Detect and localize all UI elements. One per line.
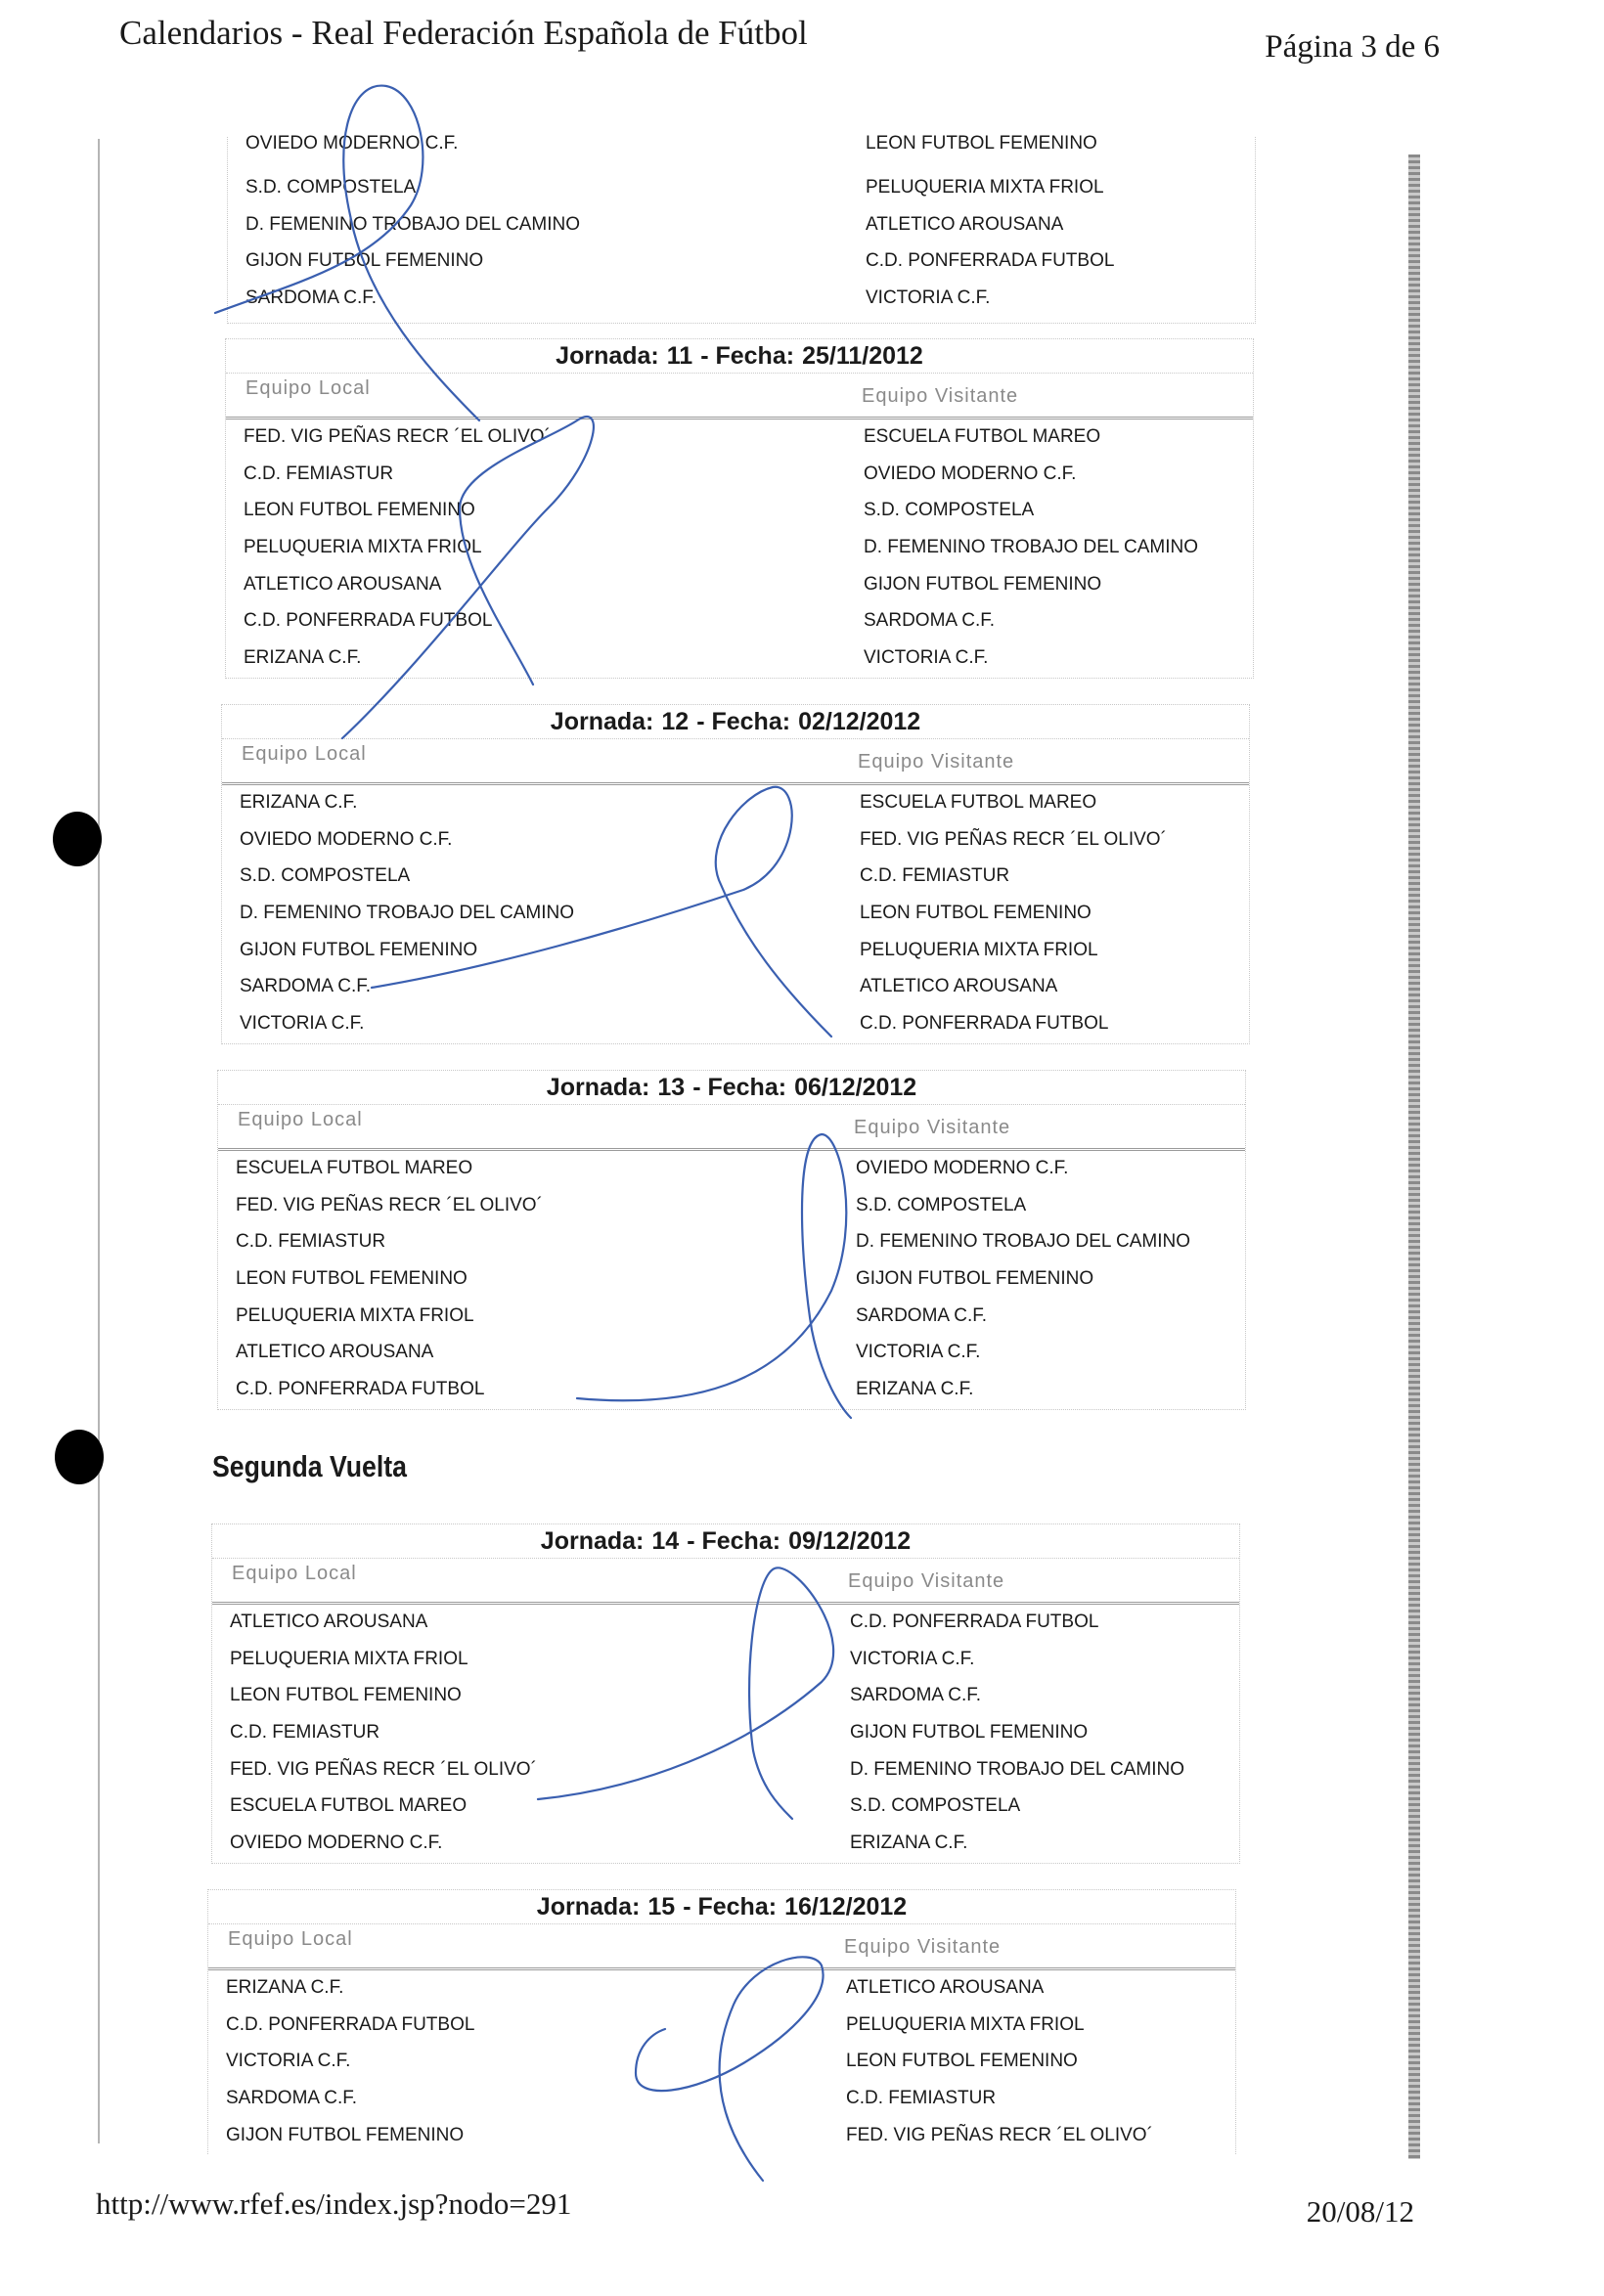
local-team: PELUQUERIA MIXTA FRIOL bbox=[236, 1304, 474, 1326]
visitor-header: Equipo Visitante bbox=[862, 385, 1019, 407]
visitor-team: PELUQUERIA MIXTA FRIOL bbox=[860, 939, 1098, 960]
local-team: LEON FUTBOL FEMENINO bbox=[230, 1685, 462, 1706]
visitor-header: Equipo Visitante bbox=[844, 1936, 1002, 1958]
local-team: C.D. FEMIASTUR bbox=[230, 1722, 380, 1744]
table-row bbox=[218, 1188, 1245, 1225]
local-team: D. FEMENINO TROBAJO DEL CAMINO bbox=[245, 213, 581, 235]
local-team: VICTORIA C.F. bbox=[226, 2051, 351, 2072]
visitor-header: Equipo Visitante bbox=[858, 751, 1015, 773]
table-row bbox=[228, 170, 1255, 207]
jornada-title: Jornada: 13 - Fecha: 06/12/2012 bbox=[218, 1071, 1245, 1105]
visitor-team: VICTORIA C.F. bbox=[864, 647, 989, 669]
table-row bbox=[226, 603, 1253, 640]
table-row bbox=[222, 1006, 1249, 1043]
visitor-team: PELUQUERIA MIXTA FRIOL bbox=[846, 2013, 1085, 2035]
footer-date: 20/08/12 bbox=[1306, 2194, 1414, 2229]
table-row bbox=[218, 1151, 1245, 1188]
local-team: ERIZANA C.F. bbox=[226, 1977, 344, 1998]
table-row bbox=[222, 859, 1249, 896]
table-row bbox=[222, 933, 1249, 970]
table-row bbox=[222, 822, 1249, 860]
table-row bbox=[222, 896, 1249, 933]
column-headers bbox=[212, 1559, 1239, 1605]
table-row bbox=[212, 1826, 1239, 1863]
table-row bbox=[212, 1678, 1239, 1715]
jornada-block bbox=[207, 1889, 1236, 2154]
section-title: Segunda Vuelta bbox=[212, 1449, 408, 1483]
table-row bbox=[222, 785, 1249, 822]
jornada-block bbox=[211, 1523, 1240, 1864]
jornada-title: Jornada: 14 - Fecha: 09/12/2012 bbox=[212, 1524, 1239, 1559]
visitor-team: FED. VIG PEÑAS RECR ´EL OLIVO´ bbox=[846, 2124, 1153, 2145]
local-team: SARDOMA C.F. bbox=[240, 976, 372, 997]
local-header: Equipo Local bbox=[242, 743, 367, 765]
visitor-team: D. FEMENINO TROBAJO DEL CAMINO bbox=[856, 1231, 1191, 1253]
local-team: ATLETICO AROUSANA bbox=[236, 1342, 434, 1363]
local-header: Equipo Local bbox=[238, 1109, 363, 1130]
table-row bbox=[208, 2044, 1235, 2081]
visitor-team: SARDOMA C.F. bbox=[864, 610, 996, 632]
table-row bbox=[208, 2081, 1235, 2118]
visitor-team: C.D. PONFERRADA FUTBOL bbox=[866, 250, 1115, 272]
match-rows bbox=[208, 1970, 1235, 2154]
visitor-team: SARDOMA C.F. bbox=[856, 1304, 988, 1326]
table-row bbox=[212, 1642, 1239, 1679]
local-team: SARDOMA C.F. bbox=[245, 287, 378, 309]
local-team: ESCUELA FUTBOL MAREO bbox=[230, 1795, 468, 1817]
visitor-team: C.D. FEMIASTUR bbox=[846, 2088, 997, 2109]
table-row bbox=[226, 640, 1253, 678]
left-margin-line bbox=[98, 139, 100, 2143]
local-team: S.D. COMPOSTELA bbox=[245, 177, 417, 198]
table-row bbox=[218, 1261, 1245, 1299]
table-row bbox=[228, 243, 1255, 281]
table-row bbox=[212, 1715, 1239, 1752]
visitor-team: LEON FUTBOL FEMENINO bbox=[860, 903, 1092, 924]
visitor-team: ERIZANA C.F. bbox=[850, 1832, 968, 1854]
match-rows bbox=[226, 419, 1253, 678]
table-row bbox=[218, 1335, 1245, 1372]
local-team: GIJON FUTBOL FEMENINO bbox=[226, 2124, 465, 2145]
visitor-team: OVIEDO MODERNO C.F. bbox=[856, 1158, 1069, 1178]
local-header: Equipo Local bbox=[245, 377, 371, 399]
local-team: C.D. PONFERRADA FUTBOL bbox=[226, 2013, 475, 2035]
visitor-team: S.D. COMPOSTELA bbox=[864, 500, 1035, 521]
table-row bbox=[208, 1970, 1235, 2008]
local-team: LEON FUTBOL FEMENINO bbox=[244, 500, 475, 521]
table-row bbox=[222, 969, 1249, 1006]
visitor-team: LEON FUTBOL FEMENINO bbox=[866, 133, 1097, 154]
visitor-team: PELUQUERIA MIXTA FRIOL bbox=[866, 177, 1104, 198]
table-row bbox=[212, 1788, 1239, 1826]
local-team: ERIZANA C.F. bbox=[244, 647, 362, 669]
scanner-edge-strip bbox=[1408, 155, 1420, 2159]
table-row bbox=[228, 281, 1255, 318]
footer-url: http://www.rfef.es/index.jsp?nodo=291 bbox=[96, 2186, 572, 2221]
local-team: GIJON FUTBOL FEMENINO bbox=[245, 250, 484, 272]
table-row bbox=[228, 207, 1255, 244]
local-team: PELUQUERIA MIXTA FRIOL bbox=[244, 537, 482, 558]
local-team: D. FEMENINO TROBAJO DEL CAMINO bbox=[240, 903, 575, 924]
visitor-team: VICTORIA C.F. bbox=[866, 287, 991, 309]
local-team: C.D. FEMIASTUR bbox=[244, 463, 394, 484]
local-header: Equipo Local bbox=[228, 1928, 353, 1950]
table-row bbox=[208, 2008, 1235, 2045]
local-team: ATLETICO AROUSANA bbox=[230, 1612, 428, 1632]
visitor-team: ESCUELA FUTBOL MAREO bbox=[860, 792, 1097, 813]
table-row bbox=[228, 133, 1255, 170]
table-row bbox=[226, 457, 1253, 494]
local-team: C.D. PONFERRADA FUTBOL bbox=[236, 1379, 485, 1400]
table-row bbox=[226, 419, 1253, 457]
local-team: ATLETICO AROUSANA bbox=[244, 573, 442, 595]
local-team: ERIZANA C.F. bbox=[240, 792, 358, 813]
table-row bbox=[226, 567, 1253, 604]
local-team: OVIEDO MODERNO C.F. bbox=[240, 828, 453, 850]
table-row bbox=[226, 493, 1253, 530]
visitor-team: VICTORIA C.F. bbox=[850, 1648, 975, 1669]
match-rows bbox=[212, 1605, 1239, 1863]
table-row bbox=[218, 1224, 1245, 1261]
table-row bbox=[212, 1605, 1239, 1642]
jornada-block bbox=[221, 704, 1250, 1044]
table-row bbox=[218, 1372, 1245, 1409]
visitor-header: Equipo Visitante bbox=[854, 1117, 1011, 1138]
visitor-team: ESCUELA FUTBOL MAREO bbox=[864, 426, 1101, 447]
table-row bbox=[208, 2118, 1235, 2155]
jornada-title: Jornada: 11 - Fecha: 25/11/2012 bbox=[226, 339, 1253, 374]
visitor-team: ATLETICO AROUSANA bbox=[860, 976, 1058, 997]
visitor-team: GIJON FUTBOL FEMENINO bbox=[850, 1722, 1089, 1744]
local-team: FED. VIG PEÑAS RECR ´EL OLIVO´ bbox=[244, 426, 551, 447]
visitor-team: ATLETICO AROUSANA bbox=[866, 213, 1064, 235]
jornada-title: Jornada: 12 - Fecha: 02/12/2012 bbox=[222, 705, 1249, 739]
visitor-team: GIJON FUTBOL FEMENINO bbox=[864, 573, 1102, 595]
local-team: LEON FUTBOL FEMENINO bbox=[236, 1268, 468, 1290]
local-team: SARDOMA C.F. bbox=[226, 2088, 358, 2109]
jornada-block bbox=[217, 1070, 1246, 1410]
local-team: S.D. COMPOSTELA bbox=[240, 865, 411, 887]
visitor-team: LEON FUTBOL FEMENINO bbox=[846, 2051, 1078, 2072]
local-team: C.D. PONFERRADA FUTBOL bbox=[244, 610, 493, 632]
visitor-team: C.D. PONFERRADA FUTBOL bbox=[850, 1612, 1099, 1632]
local-team: OVIEDO MODERNO C.F. bbox=[230, 1832, 443, 1854]
table-row bbox=[212, 1752, 1239, 1789]
punch-hole bbox=[53, 812, 102, 866]
jornada-title: Jornada: 15 - Fecha: 16/12/2012 bbox=[208, 1890, 1235, 1924]
table-row bbox=[218, 1299, 1245, 1336]
local-team: C.D. FEMIASTUR bbox=[236, 1231, 386, 1253]
page-header-title: Calendarios - Real Federación Española de Fútbol bbox=[119, 14, 808, 52]
visitor-team: OVIEDO MODERNO C.F. bbox=[864, 463, 1077, 484]
visitor-team: SARDOMA C.F. bbox=[850, 1685, 982, 1706]
visitor-team: VICTORIA C.F. bbox=[856, 1342, 981, 1363]
visitor-team: C.D. PONFERRADA FUTBOL bbox=[860, 1013, 1109, 1035]
visitor-team: D. FEMENINO TROBAJO DEL CAMINO bbox=[864, 537, 1199, 558]
local-team: FED. VIG PEÑAS RECR ´EL OLIVO´ bbox=[236, 1194, 543, 1215]
visitor-team: C.D. FEMIASTUR bbox=[860, 865, 1010, 887]
local-team: VICTORIA C.F. bbox=[240, 1013, 365, 1035]
column-headers bbox=[218, 1105, 1245, 1151]
visitor-team: GIJON FUTBOL FEMENINO bbox=[856, 1268, 1094, 1290]
local-team: FED. VIG PEÑAS RECR ´EL OLIVO´ bbox=[230, 1758, 537, 1780]
match-rows bbox=[222, 785, 1249, 1043]
visitor-team: D. FEMENINO TROBAJO DEL CAMINO bbox=[850, 1758, 1185, 1780]
visitor-team: S.D. COMPOSTELA bbox=[850, 1795, 1021, 1817]
local-team: GIJON FUTBOL FEMENINO bbox=[240, 939, 478, 960]
visitor-team: ATLETICO AROUSANA bbox=[846, 1977, 1045, 1998]
visitor-team: S.D. COMPOSTELA bbox=[856, 1194, 1027, 1215]
jornada-block bbox=[225, 338, 1254, 679]
column-headers bbox=[222, 739, 1249, 785]
table-row bbox=[226, 530, 1253, 567]
punch-hole bbox=[55, 1430, 104, 1484]
local-header: Equipo Local bbox=[232, 1563, 357, 1584]
visitor-team: ERIZANA C.F. bbox=[856, 1379, 974, 1400]
page-number: Página 3 de 6 bbox=[1265, 29, 1440, 65]
visitor-header: Equipo Visitante bbox=[848, 1570, 1005, 1592]
partial-rows bbox=[228, 133, 1255, 318]
column-headers bbox=[226, 374, 1253, 419]
local-team: PELUQUERIA MIXTA FRIOL bbox=[230, 1648, 468, 1669]
partial-jornada-block bbox=[227, 133, 1256, 324]
column-headers bbox=[208, 1924, 1235, 1970]
visitor-team: FED. VIG PEÑAS RECR ´EL OLIVO´ bbox=[860, 828, 1167, 850]
local-team: ESCUELA FUTBOL MAREO bbox=[236, 1158, 473, 1178]
match-rows bbox=[218, 1151, 1245, 1409]
local-team: OVIEDO MODERNO C.F. bbox=[245, 133, 459, 154]
